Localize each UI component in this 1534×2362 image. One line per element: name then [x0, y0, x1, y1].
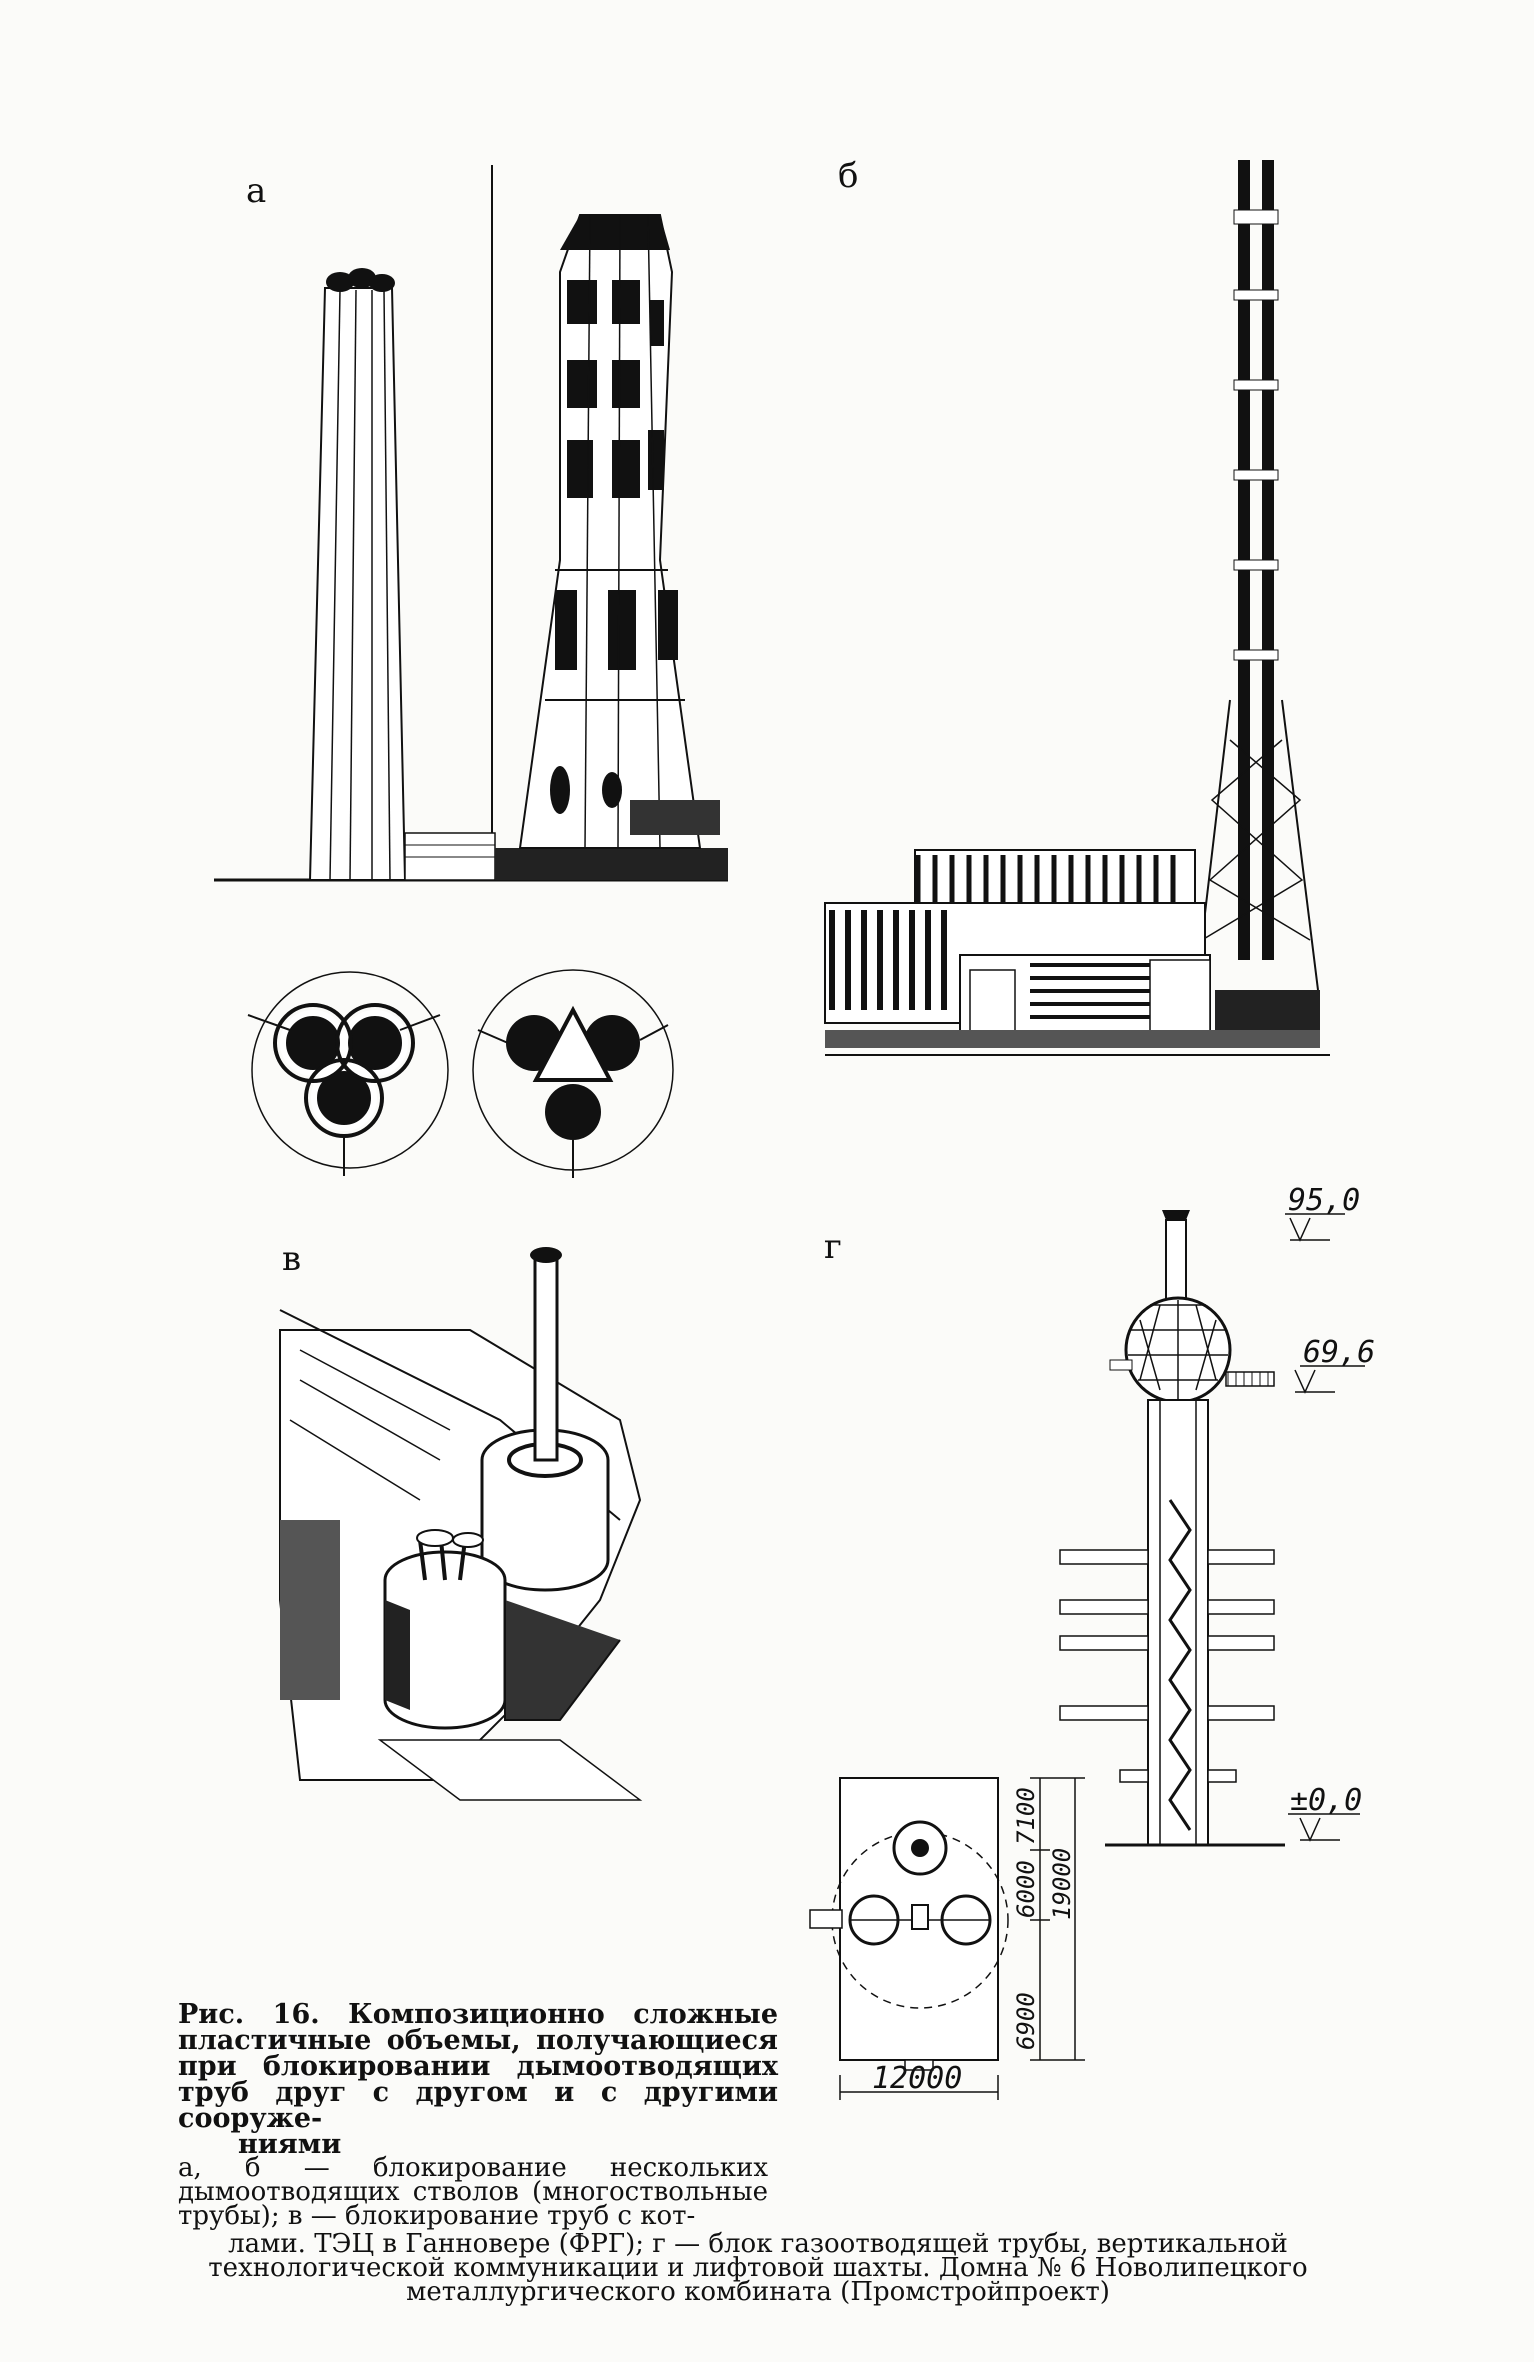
- banded-multi-barrel-chimney: [520, 215, 720, 848]
- plan-three-barrels: [248, 972, 448, 1176]
- power-plant-building: [825, 850, 1330, 1055]
- panel-a: [214, 165, 728, 880]
- elev-mark-top: 95,0: [1288, 1183, 1361, 1218]
- elev-mark-zero: ±0,0: [1290, 1783, 1363, 1818]
- plan-dim-width: 12000: [872, 2061, 963, 2096]
- figure-caption-title: [178, 1999, 778, 2160]
- panel-label-a: а: [246, 171, 267, 211]
- bundled-chimney: [310, 268, 405, 880]
- caption-title-text: Рис. 16. Композиционно сложные пластичные объемы, получающиеся при блокировании дымоотводящих труб друг с другом и с другими сооруже-: [178, 1999, 778, 2134]
- blast-furnace-tower: [1060, 1210, 1285, 1845]
- elev-mark-mid: 69,6: [1303, 1335, 1376, 1370]
- panel-v: [280, 1239, 640, 1800]
- twin-flue-chimney: [1196, 160, 1318, 990]
- dark-base: [495, 848, 728, 880]
- panel-label-g: г: [824, 1227, 842, 1267]
- figure-caption-body-a: а, б — блокирование нескольких дымоотводящих стволов (многоствольные трубы); в — блокирование труб с кот-: [178, 2153, 768, 2231]
- panel-label-b: б: [838, 156, 859, 196]
- plan-dim-7100: 7100: [1012, 1787, 1040, 1845]
- plan-dim-6000: 6000: [1012, 1860, 1040, 1918]
- furnace-plan: [810, 1778, 1085, 2100]
- panel-label-v: в: [282, 1239, 302, 1279]
- boiler-block-axonometric: [280, 1247, 640, 1800]
- panel-b: [825, 156, 1330, 1055]
- plan-dim-6900: 6900: [1012, 1992, 1040, 2050]
- plan-triangle-barrels: [473, 970, 673, 1178]
- caption-title-tail: ниями: [238, 2129, 342, 2160]
- plan-dim-19000: 19000: [1048, 1847, 1076, 1920]
- figure-caption-body-b: лами. ТЭЦ в Ганновере (ФРГ); г — блок газоотводящей трубы, вертикальной технологической коммуникации и лифтовой шахты. Домна № 6 Новолипецкого металлургического комбината (Промстройпроект): [208, 2229, 1308, 2307]
- panel-g: [810, 1183, 1375, 2100]
